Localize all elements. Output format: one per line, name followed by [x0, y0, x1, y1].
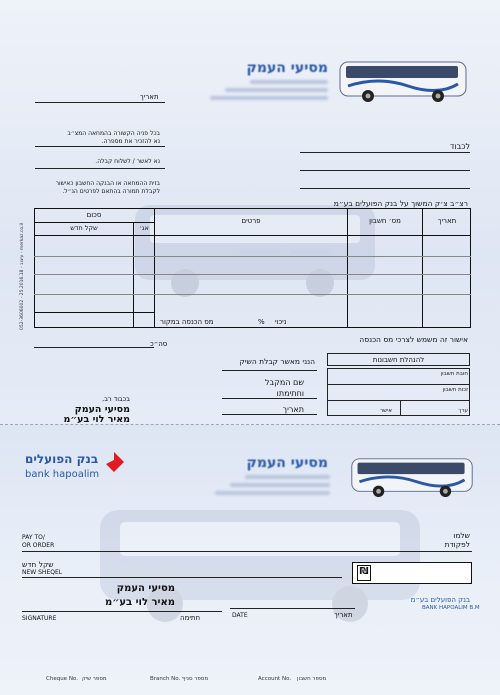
drawer-company: מסיעי העמק	[116, 583, 175, 594]
tax-label: מס הכנסה במקור	[160, 318, 214, 326]
amount-words-line	[22, 577, 342, 578]
company-detail-line	[210, 96, 328, 100]
company-detail-line	[215, 491, 330, 495]
branch-no-en: Branch No.	[150, 676, 181, 682]
bank-footer-en: BANK HAPOALIM B.M	[422, 605, 480, 611]
signature-en: SIGNATURE	[22, 615, 57, 622]
or-order-en: OR ORDER	[22, 542, 55, 549]
header-sum: סכום	[86, 211, 102, 219]
table-row	[34, 294, 471, 295]
accounting-credit: זכות חשבון	[442, 387, 468, 393]
signature-line	[222, 398, 317, 399]
table-row	[34, 256, 471, 257]
header-date: תאריך	[437, 217, 457, 225]
bank-name-en: bank hapoalim	[25, 469, 100, 480]
accounting-row-line	[327, 400, 470, 401]
deduction-label: ניכוי	[275, 318, 287, 326]
instruction-3: נא לאשר / לשלוח קבלה.	[95, 158, 160, 165]
accounting-value: ערך	[458, 408, 468, 414]
company-detail-line	[245, 475, 330, 479]
regards-text: בכבוד רב,	[102, 395, 130, 403]
signature-line	[22, 611, 222, 612]
receiver-line	[222, 370, 317, 371]
signature-label: וחתימתו	[276, 389, 304, 398]
new-shekel-he: שקל חדש	[22, 560, 54, 569]
bank-name-he: בנק הפועלים	[25, 452, 99, 466]
account-no-en: Account No.	[258, 676, 292, 682]
order-he: לפקודת	[444, 540, 470, 549]
total-label: סה״כ	[150, 340, 168, 348]
bus-image	[338, 58, 468, 103]
header-details: פרטים	[241, 217, 261, 225]
branch-no-he: מספר סניף	[182, 676, 209, 682]
instruction-5: לקבלת תמורה בהתאם לפרטים הנ״ל.	[62, 188, 160, 195]
col-divider	[154, 208, 155, 328]
shekel-icon: ₪	[359, 566, 369, 577]
tax-approval-text: אישור זה משמש לצרכי מס הכנסה	[359, 335, 468, 344]
drawer-owner: מאיר לוי בע״מ	[105, 597, 175, 608]
cheque-bus-image	[348, 455, 476, 498]
accounting-approved: אישר	[380, 408, 392, 414]
cheque-no-he: מספר שיק	[82, 676, 107, 682]
col-divider	[347, 208, 348, 328]
payee-line	[22, 551, 472, 552]
instruction-line	[35, 168, 165, 169]
col-divider	[422, 208, 423, 328]
attention-line	[300, 188, 470, 189]
pay-to-en: PAY TO/	[22, 534, 45, 541]
signoff-company: מסיעי העמק	[74, 404, 130, 415]
company-detail-line	[225, 88, 328, 92]
sum-subheader-line	[34, 222, 154, 223]
cheque-section	[0, 425, 500, 695]
header-account: מס׳ חשבון	[369, 217, 401, 225]
date-line	[35, 102, 165, 103]
pay-he: שלמו	[453, 531, 470, 540]
instruction-1: בכל פניה הקשורה בהמחאה המצ״ב	[67, 130, 160, 137]
instruction-4: בזית ההמחאה או הבנקה החשבון כאישור	[55, 180, 160, 187]
date-label: תאריך	[140, 93, 159, 101]
accounting-title: להנהלת חשבונות	[372, 356, 425, 364]
signoff-owner: מאיר לוי בע״מ	[63, 414, 130, 425]
watermark-detail	[290, 250, 330, 254]
bank-logo-icon	[103, 451, 125, 473]
payer-name-label: שם המקבל	[264, 378, 304, 387]
account-no-he: מספר חשבון	[297, 676, 327, 682]
cheque-no-en: Cheque No.	[46, 676, 78, 682]
signature-he: חתימה	[180, 614, 201, 622]
table-row	[34, 312, 154, 313]
bank-footer-he: בנק הפועלים בע״מ	[410, 596, 470, 604]
header-new-shekel: שקל חדש	[70, 224, 98, 232]
printer-side-text: עיצוב - 25.2016.18 - 052-3606002 - merkaz.co.il	[20, 223, 25, 330]
header-agorot: אג׳	[139, 224, 149, 232]
watermark-detail	[240, 250, 280, 254]
cheque-company-logo-text: מסיעי העמק	[246, 455, 328, 471]
cheque-date-line	[230, 608, 355, 609]
attention-line	[300, 170, 470, 171]
date-en: DATE	[232, 612, 248, 619]
date-he: תאריך	[334, 611, 353, 619]
date2-line	[222, 414, 317, 415]
instruction-2: נא להזכיר את מספרה.	[101, 138, 160, 145]
attention-line	[300, 152, 470, 153]
company-detail-line	[230, 483, 330, 487]
attention-label: לכבוד	[450, 142, 470, 151]
new-shekel-en: NEW SHEQEL	[22, 569, 63, 576]
receiver-text: הנני מאשר קבלת השיק	[239, 357, 315, 366]
company-detail-line	[250, 80, 328, 84]
table-row	[34, 274, 471, 275]
accounting-row-line	[327, 384, 470, 385]
attached-cheque-text: רצ״ב צ׳ק המשוך על בנק הפועלים בע״מ	[333, 199, 468, 208]
percent-sign: %	[258, 318, 265, 326]
company-logo-text: מסיעי העמק	[246, 60, 328, 76]
accounting-debit: חובת חשבון	[440, 371, 468, 377]
accounting-col-line	[400, 400, 401, 416]
date2-label: תאריך	[282, 405, 304, 414]
instruction-line	[35, 146, 165, 147]
total-line	[34, 347, 154, 348]
